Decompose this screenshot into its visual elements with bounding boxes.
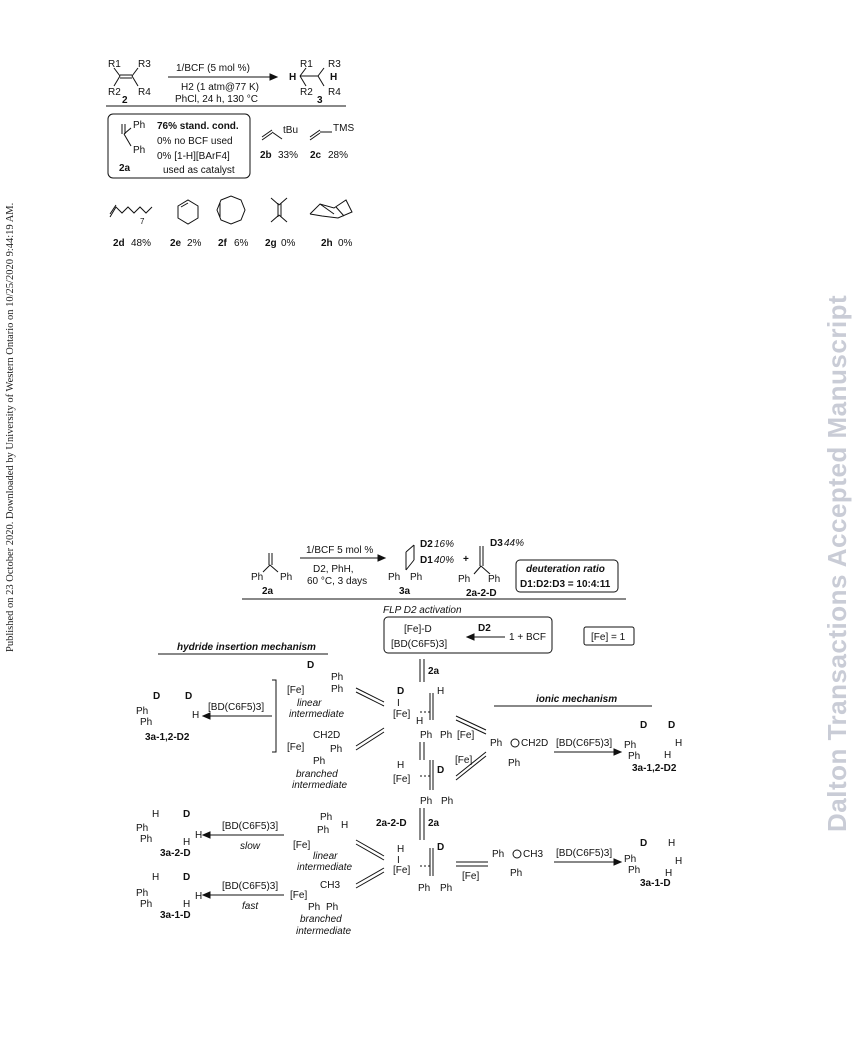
central-complex-middle — [393, 760, 453, 807]
svg-text:Ph: Ph — [488, 574, 501, 585]
substrate-2e — [170, 200, 202, 249]
svg-text:H: H — [195, 891, 203, 902]
svg-text:Ph: Ph — [420, 796, 433, 807]
svg-text:6%: 6% — [234, 238, 249, 249]
svg-text:[Fe]: [Fe] — [290, 890, 308, 901]
svg-text:[Fe] = 1: [Fe] = 1 — [591, 632, 626, 643]
svg-text:D1:D2:D3 = 10:4:11: D1:D2:D3 = 10:4:11 — [520, 579, 611, 590]
svg-text:Ph: Ph — [251, 572, 264, 583]
svg-text:[Fe]: [Fe] — [393, 774, 411, 785]
svg-text:H: H — [289, 72, 297, 83]
svg-text:H: H — [675, 738, 683, 749]
svg-text:2c: 2c — [310, 150, 322, 161]
svg-text:Ph: Ph — [140, 834, 153, 845]
arrow-slow — [203, 821, 284, 852]
svg-text:D: D — [640, 838, 648, 849]
svg-text:Ph: Ph — [330, 744, 343, 755]
svg-text:branched: branched — [300, 914, 342, 925]
svg-text:3a-1-D: 3a-1-D — [160, 910, 191, 921]
svg-text:R2: R2 — [300, 87, 313, 98]
carbocation-ch2d — [490, 738, 548, 769]
svg-text:2d: 2d — [113, 238, 125, 249]
substrate-2h — [310, 200, 353, 249]
equilibria-center-lower — [376, 808, 440, 840]
svg-text:R4: R4 — [138, 87, 151, 98]
svg-text:fast: fast — [242, 901, 259, 912]
svg-text:1/BCF 5 mol %: 1/BCF 5 mol % — [306, 545, 374, 556]
substrate-2c — [310, 123, 354, 161]
svg-text:linear: linear — [297, 698, 322, 709]
svg-text:D: D — [183, 809, 191, 820]
equilibrium-flp-to-center — [420, 659, 440, 682]
svg-text:28%: 28% — [328, 150, 349, 161]
svg-text:H: H — [152, 872, 160, 883]
svg-text:branched: branched — [296, 769, 338, 780]
svg-text:1 + BCF: 1 + BCF — [509, 632, 546, 643]
svg-text:Ph: Ph — [628, 751, 641, 762]
linear-intermediate-bottom — [293, 812, 352, 873]
svg-text:Ph: Ph — [331, 672, 344, 683]
publication-sidebar-note: Published on 23 October 2020. Downloaded by University of Western Ontario on 10/25/2020 9:44:19 AM. — [5, 202, 16, 652]
svg-text:D: D — [185, 691, 193, 702]
svg-text:2f: 2f — [218, 238, 227, 249]
ionic-equilibria — [455, 716, 486, 780]
svg-text:3a-1,2-D2: 3a-1,2-D2 — [632, 763, 677, 774]
svg-text:D1: D1 — [420, 555, 433, 566]
svg-text:Ph: Ph — [420, 730, 433, 741]
svg-text:R4: R4 — [328, 87, 341, 98]
svg-text:I: I — [397, 855, 400, 866]
svg-text:D2: D2 — [478, 623, 491, 634]
svg-text:CH2D: CH2D — [313, 730, 341, 741]
svg-text:slow: slow — [240, 841, 261, 852]
svg-text:D2: D2 — [420, 539, 433, 550]
svg-text:40%: 40% — [434, 555, 455, 566]
svg-text:2g: 2g — [265, 238, 277, 249]
equilibria-left-top — [356, 688, 384, 750]
svg-text:Ph: Ph — [136, 888, 149, 899]
branched-intermediate-top — [287, 730, 347, 791]
svg-text:Ph: Ph — [510, 868, 523, 879]
svg-text:D: D — [437, 765, 445, 776]
svg-text:H: H — [183, 899, 191, 910]
product-3a-1-D-right — [624, 838, 682, 889]
svg-text:[BD(C6F5)3]: [BD(C6F5)3] — [556, 848, 613, 859]
svg-text:16%: 16% — [434, 539, 455, 550]
svg-text:48%: 48% — [131, 238, 152, 249]
svg-text:[Fe]: [Fe] — [287, 685, 305, 696]
substrate-box-2a — [108, 114, 250, 178]
svg-text:76% stand. cond.: 76% stand. cond. — [157, 121, 239, 132]
substrate-2g — [265, 198, 296, 249]
svg-text:[BD(C6F5)3]: [BD(C6F5)3] — [556, 738, 613, 749]
svg-text:H: H — [397, 760, 405, 771]
svg-text:H: H — [341, 820, 349, 831]
svg-text:CH2D: CH2D — [521, 738, 549, 749]
scheme2-arrow — [300, 545, 385, 587]
svg-text:3a-2-D: 3a-2-D — [160, 848, 191, 859]
svg-text:D: D — [640, 720, 648, 731]
svg-text:60 °C, 3 days: 60 °C, 3 days — [307, 576, 368, 587]
svg-text:[BD(C6F5)3]: [BD(C6F5)3] — [222, 821, 279, 832]
svg-text:R3: R3 — [328, 59, 341, 70]
svg-text:H2 (1 atm@77 K): H2 (1 atm@77 K) — [181, 82, 259, 93]
svg-text:Ph: Ph — [133, 145, 146, 156]
svg-text:PhCl, 24 h, 130 °C: PhCl, 24 h, 130 °C — [175, 94, 258, 105]
svg-text:Ph: Ph — [458, 574, 471, 585]
svg-text:linear: linear — [313, 851, 338, 862]
svg-text:intermediate: intermediate — [289, 709, 345, 720]
svg-text:CH3: CH3 — [523, 849, 544, 860]
scheme1-arrow — [168, 63, 277, 105]
svg-text:H: H — [152, 809, 160, 820]
svg-text:H: H — [437, 686, 445, 697]
svg-text:H: H — [665, 868, 673, 879]
svg-text:[Fe]: [Fe] — [293, 840, 311, 851]
svg-text:FLP D2 activation: FLP D2 activation — [383, 605, 462, 616]
svg-text:Ph: Ph — [313, 756, 326, 767]
svg-text:D: D — [183, 872, 191, 883]
svg-text:CH3: CH3 — [320, 880, 341, 891]
svg-text:2%: 2% — [187, 238, 202, 249]
svg-text:[BD(C6F5)3]: [BD(C6F5)3] — [391, 639, 448, 650]
svg-text:1/BCF (5 mol %): 1/BCF (5 mol %) — [176, 63, 250, 74]
svg-text:D2, PhH,: D2, PhH, — [313, 564, 354, 575]
svg-text:Ph: Ph — [490, 738, 503, 749]
svg-text:H: H — [664, 750, 672, 761]
carbocation-ch3 — [492, 849, 543, 879]
svg-text:2a: 2a — [428, 818, 440, 829]
svg-text:D3: D3 — [490, 538, 503, 549]
svg-text:D: D — [668, 720, 676, 731]
svg-text:H: H — [192, 710, 200, 721]
svg-text:TMS: TMS — [333, 123, 355, 134]
svg-text:deuteration ratio: deuteration ratio — [526, 564, 605, 575]
branched-intermediate-bottom — [290, 880, 351, 937]
scheme1-reactant — [108, 59, 151, 106]
svg-text:2a-2-D: 2a-2-D — [466, 588, 497, 599]
svg-text:Ph: Ph — [317, 825, 330, 836]
arrow-to-3a-1,2-D2-left — [203, 680, 276, 752]
arrow-to-3a-1-D-right — [554, 848, 621, 865]
svg-text:0% no BCF used: 0% no BCF used — [157, 136, 233, 147]
svg-text:used as catalyst: used as catalyst — [163, 165, 235, 176]
svg-text:Ph: Ph — [280, 572, 293, 583]
svg-text:[Fe]: [Fe] — [393, 709, 411, 720]
svg-text:Ph: Ph — [508, 758, 521, 769]
svg-text:+: + — [463, 554, 469, 565]
svg-text:44%: 44% — [504, 538, 525, 549]
svg-text:R1: R1 — [108, 59, 121, 70]
svg-text:[BD(C6F5)3]: [BD(C6F5)3] — [208, 702, 265, 713]
svg-text:Ph: Ph — [410, 572, 423, 583]
svg-text:2a-2-D: 2a-2-D — [376, 818, 407, 829]
svg-text:H: H — [397, 844, 405, 855]
svg-text:Ph: Ph — [441, 796, 454, 807]
svg-text:0% [1-H][BArF4]: 0% [1-H][BArF4] — [157, 151, 230, 162]
linear-intermediate-top — [287, 660, 344, 720]
arrow-fast — [203, 881, 284, 912]
svg-text:Ph: Ph — [418, 883, 431, 894]
svg-text:[Fe]: [Fe] — [457, 730, 475, 741]
svg-text:Ph: Ph — [331, 684, 344, 695]
svg-text:0%: 0% — [281, 238, 296, 249]
svg-text:Ph: Ph — [492, 849, 505, 860]
svg-text:Ph: Ph — [140, 717, 153, 728]
svg-text:2a: 2a — [262, 586, 274, 597]
svg-text:Ph: Ph — [624, 854, 637, 865]
svg-text:2a: 2a — [119, 163, 131, 174]
substrate-2f — [217, 196, 249, 249]
scheme1-product — [289, 59, 341, 106]
svg-text:Ph: Ph — [624, 740, 637, 751]
svg-text:H: H — [330, 72, 338, 83]
svg-text:D: D — [307, 660, 315, 671]
svg-text:[BD(C6F5)3]: [BD(C6F5)3] — [222, 881, 279, 892]
product-3a-1,2-D2-right — [624, 720, 682, 774]
svg-text:Ph: Ph — [133, 120, 146, 131]
substrate-2d — [110, 205, 152, 249]
svg-text:R2: R2 — [108, 87, 121, 98]
svg-text:0%: 0% — [338, 238, 353, 249]
svg-text:[Fe]: [Fe] — [393, 865, 411, 876]
svg-text:R3: R3 — [138, 59, 151, 70]
svg-text:2b: 2b — [260, 150, 272, 161]
svg-text:ionic mechanism: ionic mechanism — [536, 694, 618, 705]
svg-text:Ph: Ph — [326, 902, 339, 913]
svg-text:H: H — [675, 856, 683, 867]
svg-text:2e: 2e — [170, 238, 182, 249]
svg-text:H: H — [195, 830, 203, 841]
svg-text:Ph: Ph — [628, 865, 641, 876]
product-3a-2-D — [136, 809, 202, 859]
central-complex-top — [393, 686, 452, 741]
svg-text:3a-1-D: 3a-1-D — [640, 878, 671, 889]
svg-text:hydride insertion mechanism: hydride insertion mechanism — [177, 642, 316, 653]
svg-text:3a-1,2-D2: 3a-1,2-D2 — [145, 732, 190, 743]
svg-text:intermediate: intermediate — [297, 862, 353, 873]
svg-text:tBu: tBu — [283, 125, 299, 136]
scheme2-product-3a — [388, 539, 454, 597]
svg-text:Ph: Ph — [136, 823, 149, 834]
accepted-manuscript-watermark: Dalton Transactions Accepted Manuscript — [822, 294, 852, 832]
flp-activation — [383, 605, 634, 653]
svg-text:I: I — [397, 698, 400, 709]
svg-text:[Fe]: [Fe] — [455, 755, 473, 766]
svg-text:Ph: Ph — [308, 902, 321, 913]
svg-text:intermediate: intermediate — [292, 780, 348, 791]
svg-text:33%: 33% — [278, 150, 299, 161]
substrate-2b — [260, 125, 298, 161]
svg-text:Ph: Ph — [320, 812, 333, 823]
central-complex-bottom — [393, 842, 452, 894]
svg-text:H: H — [668, 838, 676, 849]
svg-text:3a: 3a — [399, 586, 411, 597]
equilibria-right-bottom — [456, 862, 488, 882]
svg-text:Ph: Ph — [440, 883, 453, 894]
product-3a-1-D-left — [136, 872, 202, 921]
svg-text:intermediate: intermediate — [296, 926, 352, 937]
svg-text:Ph: Ph — [136, 706, 149, 717]
svg-text:2h: 2h — [321, 238, 333, 249]
svg-text:Ph: Ph — [140, 899, 153, 910]
svg-text:2a: 2a — [428, 666, 440, 677]
svg-text:[Fe]-D: [Fe]-D — [404, 624, 432, 635]
svg-text:D: D — [153, 691, 161, 702]
svg-text:H: H — [183, 837, 191, 848]
equilibria-left-bottom — [356, 840, 384, 888]
product-label: 3 — [317, 95, 323, 106]
svg-text:[Fe]: [Fe] — [462, 871, 480, 882]
svg-text:D: D — [397, 686, 405, 697]
svg-text:Ph: Ph — [388, 572, 401, 583]
reactant-label: 2 — [122, 95, 128, 106]
svg-text:R1: R1 — [300, 59, 313, 70]
deuteration-ratio-box — [516, 560, 618, 592]
svg-text:D: D — [437, 842, 445, 853]
scheme2-reactant — [251, 553, 292, 597]
arrow-to-3a-1,2-D2-right — [554, 738, 621, 755]
svg-text:[Fe]: [Fe] — [287, 742, 305, 753]
svg-text:H: H — [416, 716, 424, 727]
svg-text:Ph: Ph — [440, 730, 453, 741]
product-3a-1,2-D2-left — [136, 691, 199, 743]
equilibria-center-vertical — [420, 742, 424, 760]
scheme2-product-2a-2-D — [458, 538, 524, 599]
svg-text:7: 7 — [140, 217, 145, 226]
